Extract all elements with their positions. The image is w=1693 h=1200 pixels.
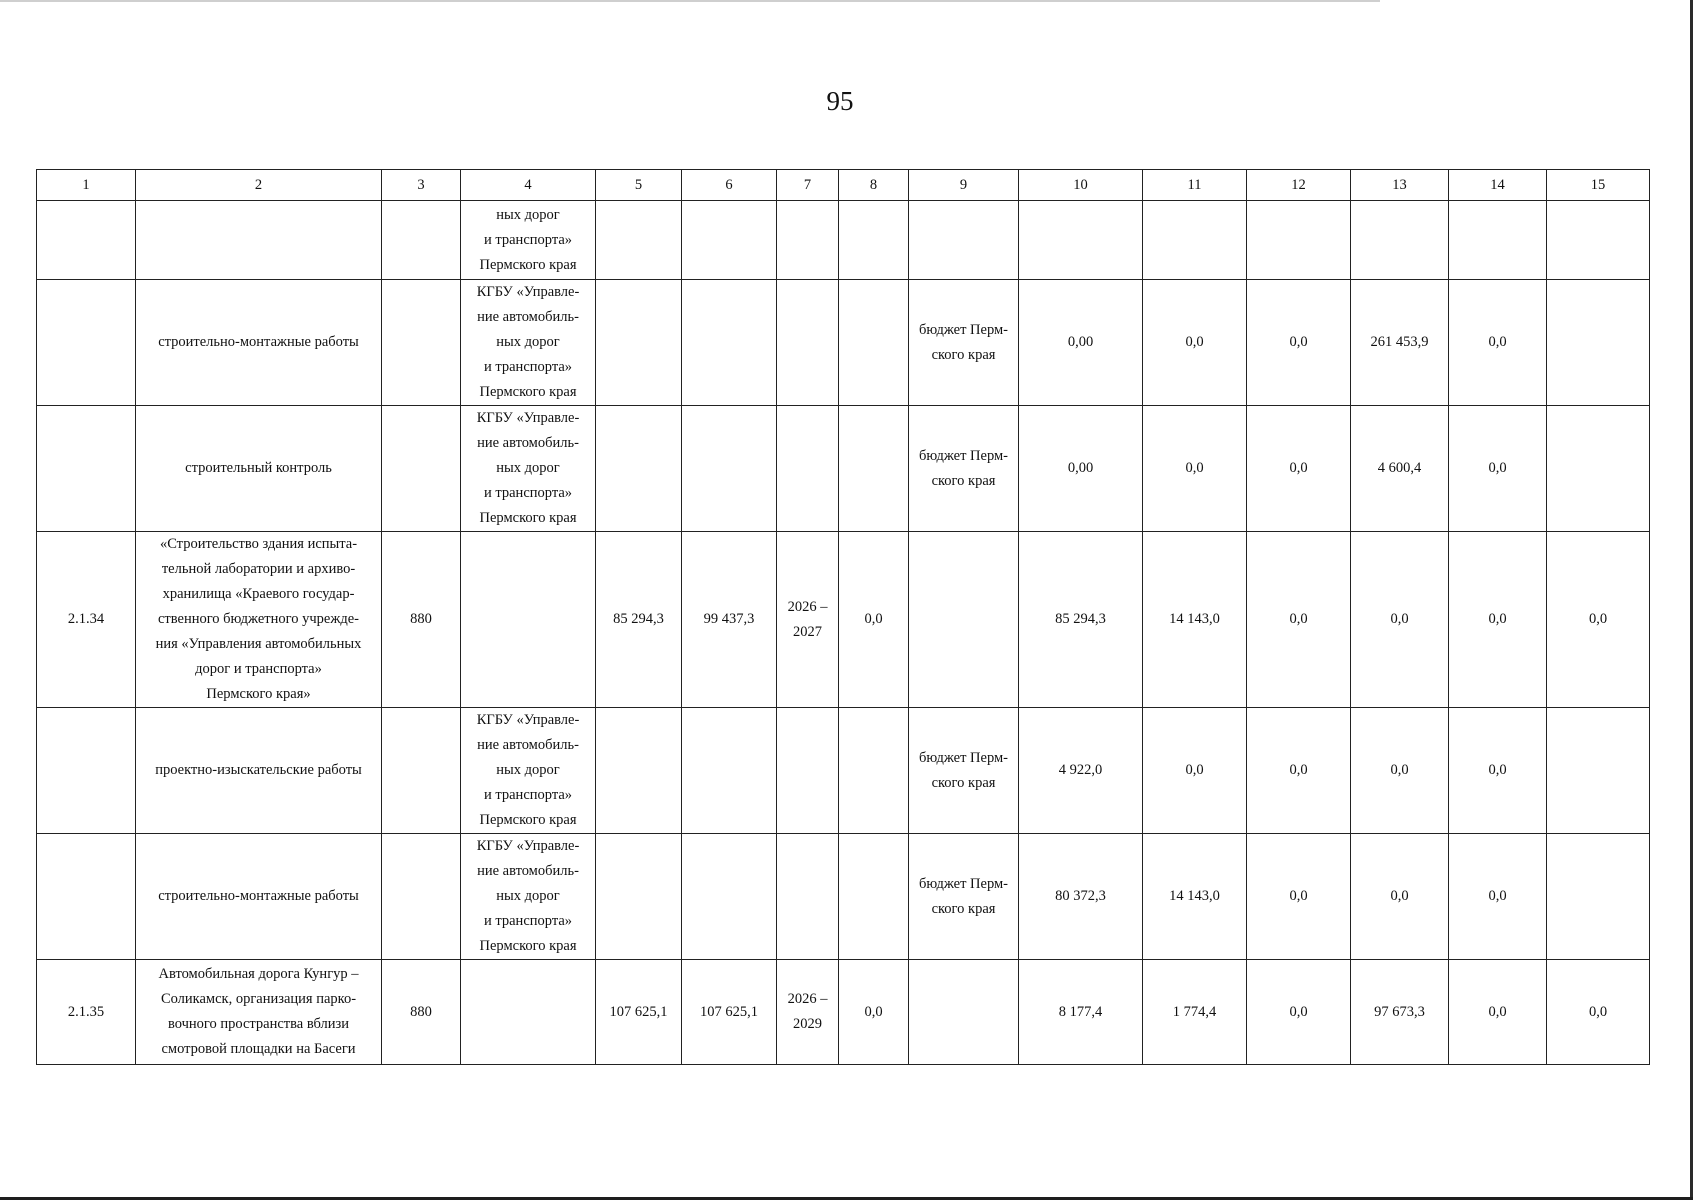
value-cell [682,708,777,834]
object-name-cell: строительный контроль [136,406,382,532]
row-number-cell [37,280,136,406]
customer-cell [461,532,596,708]
object-name-cell: «Строительство здания испыта- тельной лаборатории и архиво- хранилища «Краевого государ- ственного бюджетного учрежде- ния «Управления автомобильных дорог и транспорта» Пермского края» [136,532,382,708]
row-number-cell: 2.1.35 [37,960,136,1065]
value-cell [1547,280,1650,406]
value-cell [1351,201,1449,280]
code-cell [382,708,461,834]
value-cell [1019,201,1143,280]
column-header: 2 [136,170,382,201]
value-cell: 0,0 [1449,532,1547,708]
column-header: 3 [382,170,461,201]
column-header: 4 [461,170,596,201]
value-cell: 0,0 [1449,960,1547,1065]
row-number-cell [37,834,136,960]
value-cell: 0,0 [1351,532,1449,708]
customer-cell [461,960,596,1065]
page-number: 95 [826,86,854,116]
object-name-cell: Автомобильная дорога Кунгур – Соликамск, организация парко- вочного пространства вблизи смотровой площадки на Басеги [136,960,382,1065]
value-cell: 85 294,3 [1019,532,1143,708]
budget-table [36,169,1650,1065]
value-cell: 85 294,3 [596,532,682,708]
value-cell: 0,0 [1247,532,1351,708]
value-cell: 107 625,1 [596,960,682,1065]
column-header: 15 [1547,170,1650,201]
table-row [37,280,1650,406]
value-cell: 261 453,9 [1351,280,1449,406]
object-name-cell: проектно-изыскательские работы [136,708,382,834]
object-name-cell: строительно-монтажные работы [136,834,382,960]
table-row [37,532,1650,708]
value-cell: 0,0 [1143,280,1247,406]
value-cell: 0,0 [1351,708,1449,834]
value-cell: 99 437,3 [682,532,777,708]
code-cell [382,280,461,406]
customer-cell: КГБУ «Управле- ние автомобиль- ных дорог и транспорта» Пермского края [461,406,596,532]
value-cell [839,708,909,834]
value-cell: 0,0 [1143,406,1247,532]
value-cell: 0,0 [1351,834,1449,960]
value-cell [596,406,682,532]
column-header: 7 [777,170,839,201]
object-name-cell: строительно-монтажные работы [136,280,382,406]
value-cell [596,834,682,960]
customer-cell: КГБУ «Управле- ние автомобиль- ных дорог и транспорта» Пермского края [461,834,596,960]
value-cell: 1 774,4 [1143,960,1247,1065]
value-cell [682,201,777,280]
funding-source-cell: бюджет Перм- ского края [909,406,1019,532]
row-number-cell [37,201,136,280]
value-cell: 0,0 [1547,532,1650,708]
table-row [37,201,1650,280]
column-header: 13 [1351,170,1449,201]
column-header: 10 [1019,170,1143,201]
period-cell [777,406,839,532]
scan-edge-top [0,0,1380,2]
value-cell [1547,708,1650,834]
customer-cell: КГБУ «Управле- ние автомобиль- ных дорог и транспорта» Пермского края [461,708,596,834]
period-cell [777,708,839,834]
code-cell [382,834,461,960]
value-cell [839,834,909,960]
value-cell: 97 673,3 [1351,960,1449,1065]
row-number-cell: 2.1.34 [37,532,136,708]
period-cell: 2026 – 2027 [777,532,839,708]
value-cell [1449,201,1547,280]
period-cell: 2026 – 2029 [777,960,839,1065]
column-header: 1 [37,170,136,201]
value-cell [1143,201,1247,280]
table-row [37,708,1650,834]
code-cell: 880 [382,960,461,1065]
period-cell [777,280,839,406]
value-cell: 0,0 [1547,960,1650,1065]
column-header: 11 [1143,170,1247,201]
value-cell [596,201,682,280]
value-cell: 0,0 [1143,708,1247,834]
value-cell: 0,0 [1449,834,1547,960]
funding-source-cell [909,960,1019,1065]
code-cell [382,201,461,280]
value-cell: 4 600,4 [1351,406,1449,532]
funding-source-cell: бюджет Перм- ского края [909,834,1019,960]
value-cell [1547,406,1650,532]
value-cell: 4 922,0 [1019,708,1143,834]
value-cell: 0,0 [839,960,909,1065]
value-cell [1547,201,1650,280]
column-header: 9 [909,170,1019,201]
column-header: 8 [839,170,909,201]
customer-cell: ных дорог и транспорта» Пермского края [461,201,596,280]
value-cell [596,708,682,834]
value-cell: 0,0 [1247,960,1351,1065]
funding-source-cell: бюджет Перм- ского края [909,708,1019,834]
value-cell [1547,834,1650,960]
value-cell: 0,0 [1247,406,1351,532]
value-cell: 14 143,0 [1143,834,1247,960]
value-cell: 0,0 [1247,834,1351,960]
value-cell [839,406,909,532]
column-header: 12 [1247,170,1351,201]
row-number-cell [37,406,136,532]
value-cell: 0,00 [1019,406,1143,532]
period-cell [777,201,839,280]
value-cell [682,406,777,532]
value-cell [839,280,909,406]
value-cell: 0,0 [1449,406,1547,532]
code-cell [382,406,461,532]
value-cell: 0,0 [1247,708,1351,834]
value-cell [1247,201,1351,280]
value-cell [839,201,909,280]
value-cell: 14 143,0 [1143,532,1247,708]
value-cell: 0,00 [1019,280,1143,406]
table-row [37,960,1650,1065]
value-cell: 8 177,4 [1019,960,1143,1065]
value-cell [682,834,777,960]
column-header: 5 [596,170,682,201]
code-cell: 880 [382,532,461,708]
funding-source-cell [909,532,1019,708]
customer-cell: КГБУ «Управле- ние автомобиль- ных дорог и транспорта» Пермского края [461,280,596,406]
value-cell [596,280,682,406]
row-number-cell [37,708,136,834]
table-row [37,834,1650,960]
funding-source-cell [909,201,1019,280]
period-cell [777,834,839,960]
table-row [37,406,1650,532]
value-cell: 80 372,3 [1019,834,1143,960]
column-header: 14 [1449,170,1547,201]
value-cell: 0,0 [1247,280,1351,406]
column-header: 6 [682,170,777,201]
value-cell: 0,0 [1449,708,1547,834]
object-name-cell [136,201,382,280]
value-cell: 0,0 [1449,280,1547,406]
column-number-header-row [37,170,1650,201]
funding-source-cell: бюджет Перм- ского края [909,280,1019,406]
value-cell: 107 625,1 [682,960,777,1065]
value-cell [682,280,777,406]
value-cell: 0,0 [839,532,909,708]
